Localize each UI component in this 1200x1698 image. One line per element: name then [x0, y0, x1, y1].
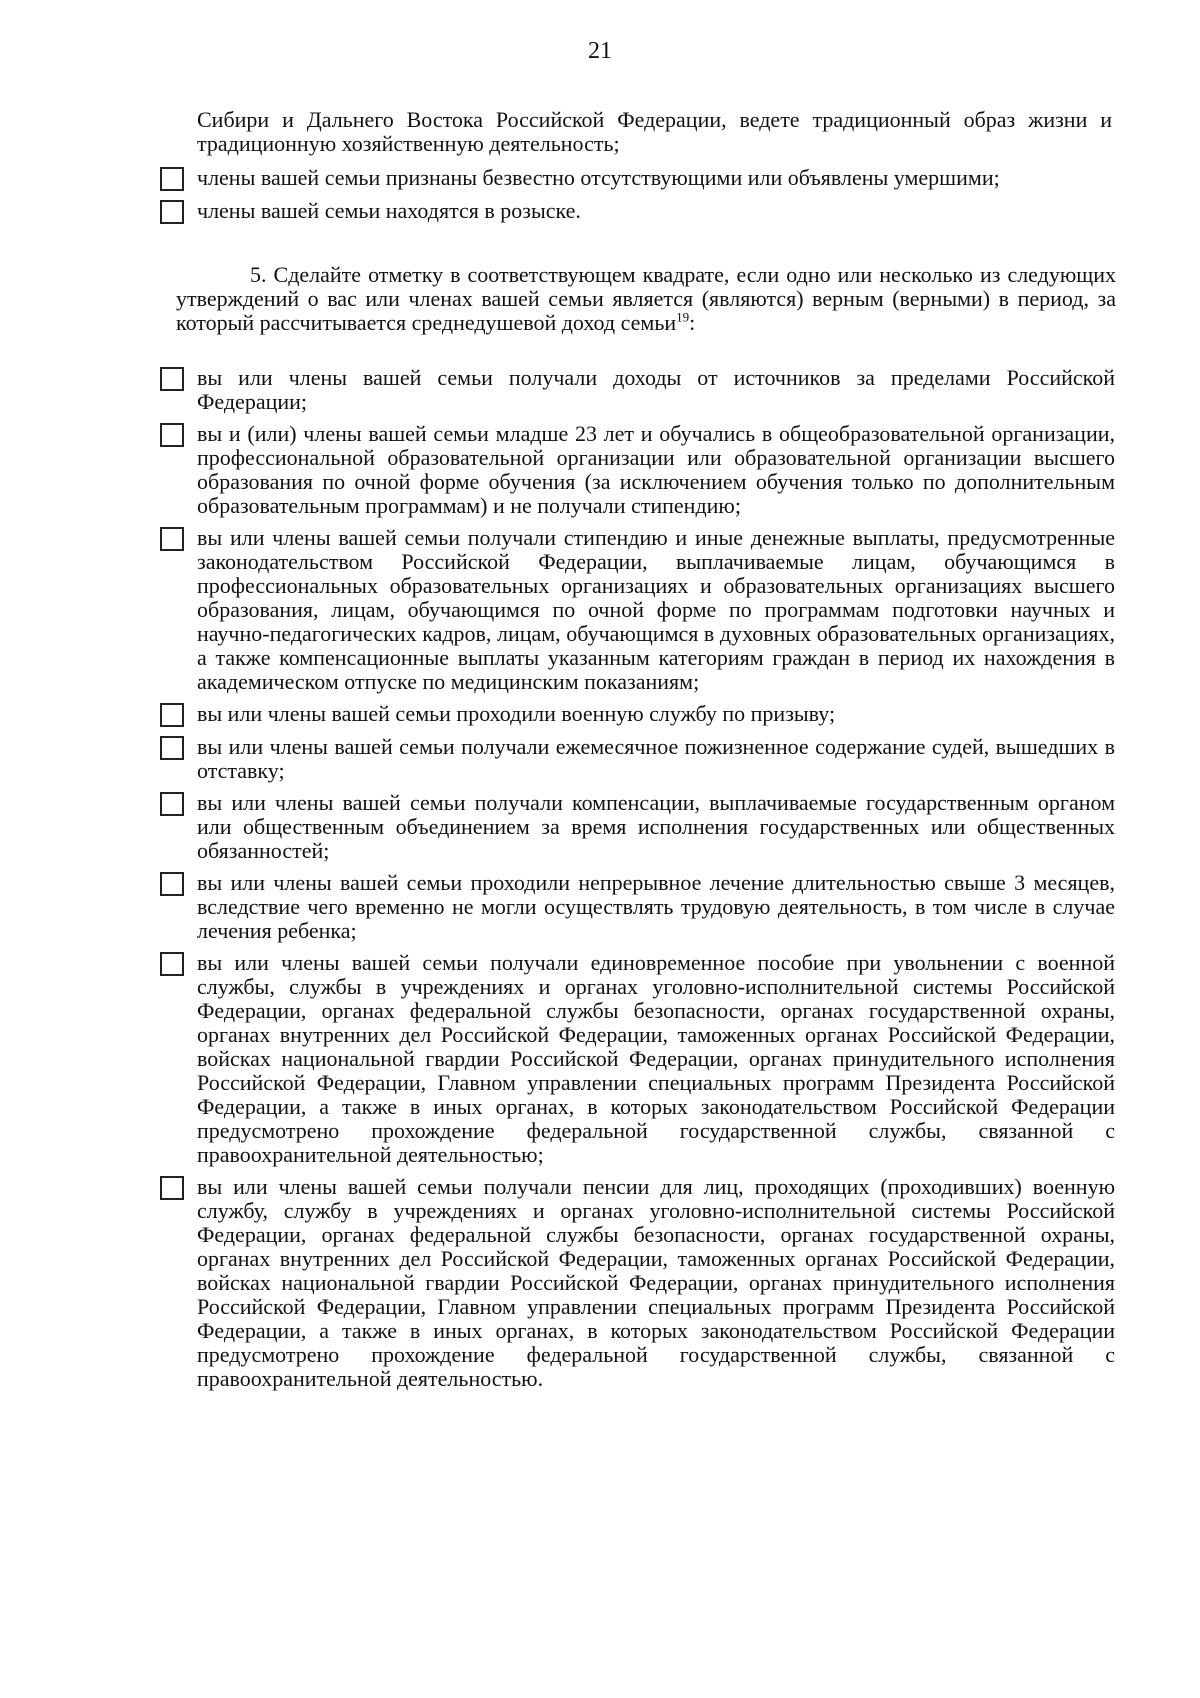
- list-item: [160, 366, 1115, 414]
- list-item-text: вы или члены вашей семьи получали стипендию и иные денежные выплаты, предусмотренные законодательством Российской Федерации, выплачиваемые лицам, обучающимся в профессиональных образовательных организациях и образовательных организациях высшего образования, лицам, обучающимся по очной форме по программам подготовки научных и научно-педагогических кадров, лицам, обучающимся в духовных образовательных организациях, а также компенсационные выплаты указанным категориям граждан в период их нахождения в академическом отпуске по медицинским показаниям;: [197, 525, 1115, 694]
- checkbox[interactable]: [160, 200, 184, 224]
- list-item: [160, 871, 1115, 943]
- checkbox[interactable]: [160, 423, 184, 447]
- list-item: [160, 735, 1115, 783]
- checkbox[interactable]: [160, 703, 184, 727]
- checkbox[interactable]: [160, 736, 184, 760]
- list-item: [160, 791, 1115, 863]
- checkbox[interactable]: [160, 952, 184, 976]
- list-item: [160, 526, 1115, 694]
- checkbox[interactable]: [160, 1176, 184, 1200]
- list-item: [160, 702, 1115, 727]
- intro-paragraph: Сибири и Дальнего Востока Российской Федерации, ведете традиционный образ жизни и традиционную хозяйственную деятельность;: [197, 107, 1112, 156]
- list-item-text: вы или члены вашей семьи получали пенсии для лиц, проходящих (проходивших) военную службу, службу в учреждениях и органах уголовно-исполнительной системы Российской Федерации, органах федеральной службы безопасности, органах государственной охраны, органах внутренних дел Российской Федерации, таможенных органах Российской Федерации, войсках национальной гвардии Российской Федерации, органах принудительного исполнения Российской Федерации, Главном управлении специальных программ Президента Российской Федерации, а также в иных органах, в которых законодательством Российской Федерации предусмотрено прохождение федеральной государственной службы, связанной с правоохранительной деятельностью.: [197, 1174, 1115, 1391]
- list-item: [160, 1175, 1115, 1391]
- footnote-marker: 19: [676, 309, 690, 325]
- list-item-text: вы или члены вашей семьи проходили военную службу по призыву;: [197, 701, 836, 726]
- section-5-instruction: [176, 263, 1116, 335]
- list-item: [160, 199, 1115, 224]
- list-item-text: члены вашей семьи находятся в розыске.: [197, 198, 581, 223]
- list-item-text: члены вашей семьи признаны безвестно отсутствующими или объявлены умершими;: [197, 165, 1000, 190]
- page-number: 21: [588, 38, 612, 64]
- list-item-text: вы и (или) члены вашей семьи младше 23 лет и обучались в общеобразовательной организации, профессиональной образовательной организации или образовательной организации высшего образования по очной форме обучения (за исключением обучения только по дополнительным образовательным программам) и не получали стипендию;: [197, 421, 1115, 518]
- checkbox[interactable]: [160, 167, 184, 191]
- list-item-text: вы или члены вашей семьи проходили непрерывное лечение длительностью свыше 3 месяцев, вследствие чего временно не могли осуществлять трудовую деятельность, в том числе в случае лечения ребенка;: [197, 870, 1115, 943]
- list-item: [160, 422, 1115, 518]
- list-item: [160, 951, 1115, 1167]
- list-item-text: вы или члены вашей семьи получали единовременное пособие при увольнении с военной службы, службы в учреждениях и органах уголовно-исполнительной системы Российской Федерации, органах федеральной службы безопасности, органах государственной охраны, органах внутренних дел Российской Федерации, таможенных органах Российской Федерации, войсках национальной гвардии Российской Федерации, органах принудительного исполнения Российской Федерации, Главном управлении специальных программ Президента Российской Федерации, а также в иных органах, в которых законодательством Российской Федерации предусмотрено прохождение федеральной государственной службы, связанной с правоохранительной деятельностью;: [197, 950, 1115, 1167]
- section-5-checkbox-list: [160, 366, 1115, 1399]
- checkbox[interactable]: [160, 527, 184, 551]
- section-5-text: 5. Сделайте отметку в соответствующем квадрате, если одно или несколько из следующих утверждений о вас или членах вашей семьи является (являются) верным (верными) в период, за который рассчитывается среднедушевой доход семьи: [176, 262, 1116, 335]
- list-item-text: вы или члены вашей семьи получали ежемесячное пожизненное содержание судей, вышедших в отставку;: [197, 734, 1115, 783]
- list-item-text: вы или члены вашей семьи получали компенсации, выплачиваемые государственным органом или общественным объединением за время исполнения государственных или общественных обязанностей;: [197, 790, 1115, 863]
- checkbox[interactable]: [160, 872, 184, 896]
- checkbox[interactable]: [160, 792, 184, 816]
- top-checkbox-list: [160, 166, 1115, 232]
- section-5-suffix: :: [689, 310, 696, 335]
- list-item-text: вы или члены вашей семьи получали доходы от источников за пределами Российской Федерации;: [197, 365, 1115, 414]
- list-item: [160, 166, 1115, 191]
- checkbox[interactable]: [160, 367, 184, 391]
